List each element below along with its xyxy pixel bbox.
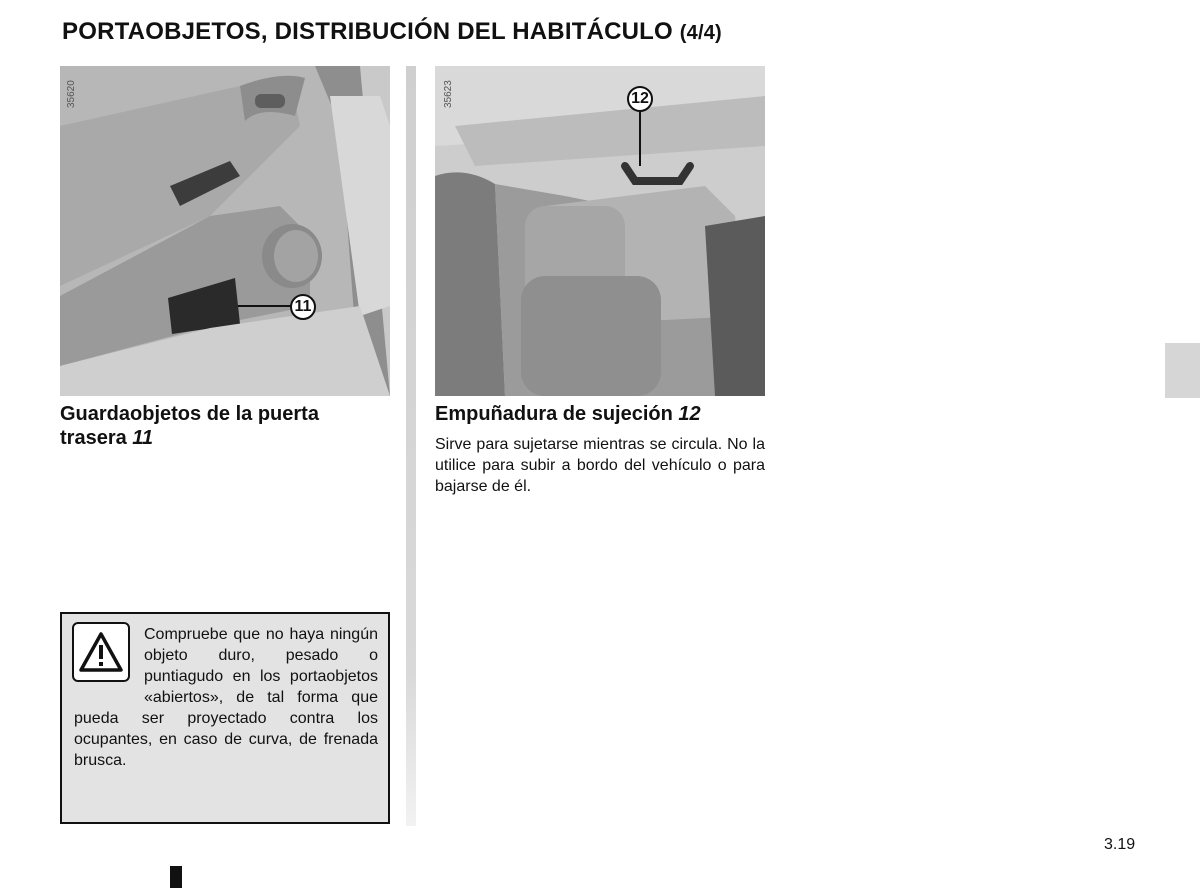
page-title [62, 18, 722, 46]
grab-handle-illustration [435, 66, 765, 396]
page-number: 3.19 [1104, 836, 1136, 853]
left-heading-number: 11 [132, 427, 154, 449]
page-title-text: PORTAOBJETOS, DISTRIBUCIÓN DEL HABITÁCULO [62, 18, 673, 45]
rear-door-photo [60, 66, 390, 396]
warning-box [60, 612, 390, 824]
warning-text-content: Compruebe que no haya ningún objeto duro, pesado o puntiagudo en los portaobjetos «abiertos», de tal forma que pueda ser proyectado contra los ocupantes, en caso de curva, de frenada brusca. [74, 626, 378, 769]
grab-handle-description: Sirve para sujetarse mientras se circula. No la utilice para subir a bordo del vehículo o para bajarse de él. [435, 436, 765, 495]
grab-handle-photo [435, 66, 765, 396]
crop-mark [170, 866, 182, 888]
image-reference-number: 35623 [443, 80, 454, 108]
column-divider [406, 66, 416, 826]
page-title-part: (4/4) [679, 22, 722, 44]
left-heading [60, 402, 380, 450]
right-heading-number: 12 [678, 403, 701, 425]
right-heading-text: Empuñadura de sujeción [435, 403, 673, 425]
callout-11: 11 [290, 294, 316, 320]
section-side-tab [1165, 343, 1200, 398]
image-reference-number: 35620 [66, 80, 77, 108]
rear-door-illustration [60, 66, 390, 396]
warning-text [74, 624, 378, 771]
left-heading-text: Guardaobjetos de la puerta trasera [60, 403, 319, 449]
right-heading [435, 402, 775, 426]
callout-12: 12 [627, 86, 653, 112]
